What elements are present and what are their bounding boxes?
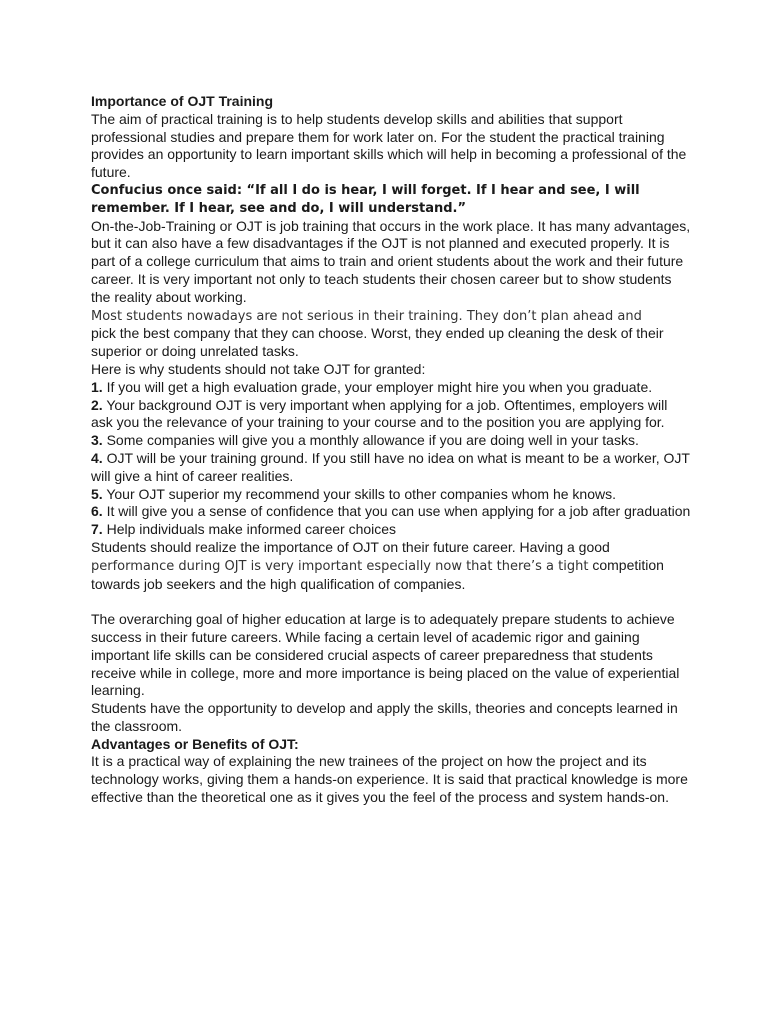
- paragraph-realize-importance: [91, 539, 691, 593]
- reason-text: OJT will be your training ground. If you still have no idea on what is meant to be a worker, OJT will give a hint of career realities.: [91, 449, 690, 484]
- list-intro: Here is why students should not take OJT for granted:: [91, 360, 426, 377]
- reason-number: 7.: [91, 521, 103, 538]
- list-item-reason-5: [91, 486, 691, 504]
- reason-text: It will give you a sense of confidence that you can use when applying for a job after graduation: [102, 503, 691, 520]
- reason-text: Help individuals make informed career choices: [102, 521, 397, 538]
- reason-number: 3.: [91, 432, 103, 449]
- list-item-reason-4: [91, 450, 691, 486]
- paragraph-ojt-definition: On-the-Job-Training or OJT is job training that occurs in the work place. It has many advantages, but it can also have a few disadvantages if the OJT is not planned and executed properly. It is part of a college curriculum that aims to train and orient students about the work and their future career. It is very important not only to teach students their chosen career but to show students the reality about working.: [91, 217, 691, 305]
- list-item-reason-6: [91, 503, 691, 521]
- paragraph-overarching-goal: The overarching goal of higher education at large is to adequately prepare students to achieve success in their future careers. While facing a certain level of academic rigor and gaining important life skills can be considered crucial aspects of career preparedness that students receive while in college, more and more importance is being placed on the value of experiential learning.: [91, 611, 680, 699]
- paragraph-opportunity: Students have the opportunity to develop and apply the skills, theories and concepts learned in the classroom.: [91, 700, 678, 734]
- paragraph-students-not-serious: [91, 307, 691, 361]
- realize-line-1: Students should realize the importance of OJT on their future career. Having a good: [91, 538, 610, 555]
- list-item-reason-3: [91, 432, 691, 450]
- list-item-reason-1: [91, 379, 691, 397]
- heading-importance-of-ojt: Importance of OJT Training: [91, 93, 274, 109]
- reason-text: If you will get a high evaluation grade, your employer might hire you when you graduate.: [102, 378, 653, 395]
- paragraph-spacer: [91, 593, 691, 611]
- document-page: [91, 93, 691, 807]
- students-not-serious-rest: pick the best company that they can choose. Worst, they ended up cleaning the desk of their superior or doing unrelated tasks.: [91, 325, 664, 360]
- list-item-reason-7: [91, 521, 691, 539]
- reason-text: Your OJT superior my recommend your skills to other companies whom he knows.: [102, 485, 616, 502]
- students-not-serious-lead: Most students nowadays are not serious in their training. They don’t plan ahead and: [91, 308, 642, 324]
- realize-line-2: performance during OJT is very important especially now that there’s a tight: [91, 558, 589, 574]
- reason-number: 4.: [91, 449, 103, 466]
- reason-number: 2.: [91, 396, 103, 413]
- reason-number: 1.: [91, 378, 103, 395]
- reason-number: 6.: [91, 503, 103, 520]
- list-item-reason-2: [91, 397, 691, 433]
- reason-text: Some companies will give you a monthly allowance if you are doing well in your tasks.: [102, 432, 639, 449]
- realize-line-2-end: competition: [588, 556, 664, 573]
- heading-advantages: Advantages or Benefits of OJT:: [91, 735, 299, 752]
- reason-text: Your background OJT is very important when applying for a job. Oftentimes, employers will ask you the relevance of your training to your course and to the position you are applying for.: [91, 396, 668, 431]
- paragraph-aim: The aim of practical training is to help students develop skills and abilities that support professional studies and prepare them for work later on. For the student the practical training provides an opportunity to learn important skills which will help in becoming a professional of the future.: [91, 110, 687, 181]
- realize-line-3: towards job seekers and the high qualification of companies.: [91, 575, 466, 592]
- confucius-quote: Confucius once said: “If all I do is hear, I will forget. If I hear and see, I will remember. If I hear, see and do, I will understand.”: [91, 182, 640, 216]
- reason-number: 5.: [91, 485, 103, 502]
- paragraph-practical-way: It is a practical way of explaining the new trainees of the project on how the project and its technology works, giving them a hands-on experience. It is said that practical knowledge is more effective than the theoretical one as it gives you the feel of the process and system hands-on.: [91, 753, 688, 806]
